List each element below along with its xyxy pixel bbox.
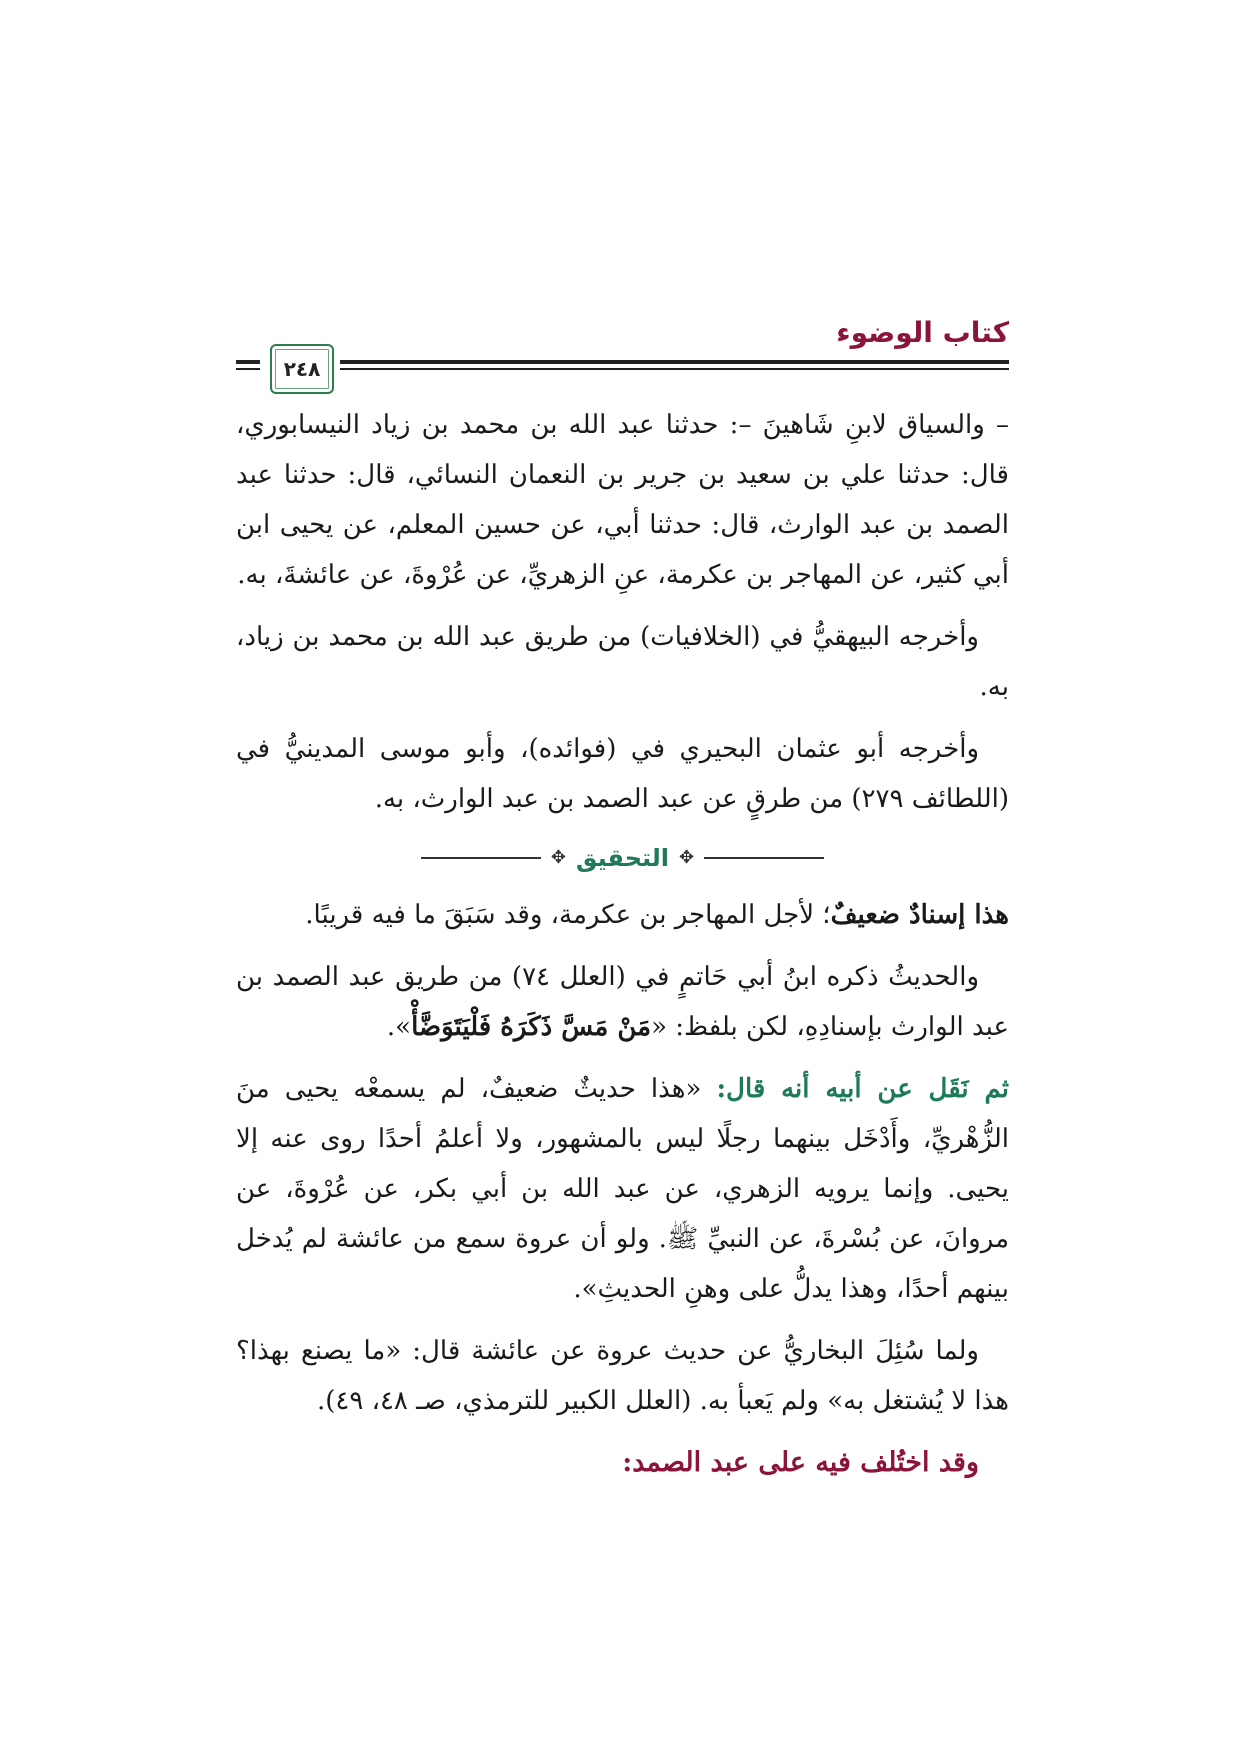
page-number: ٢٤٨	[283, 357, 321, 381]
paragraph-5	[236, 952, 1009, 1052]
divider-line-left	[421, 857, 541, 859]
page-header	[236, 316, 1009, 388]
subheading: وقد اختُلف فيه على عبد الصمد:	[622, 1447, 979, 1478]
paragraph-6-lead: ثم نَقَل عن أبيه أنه قال:	[716, 1074, 1009, 1104]
header-rule-thick	[236, 360, 1009, 364]
divider-line-right	[704, 857, 824, 859]
paragraph-3: وأخرجه أبو عثمان البحيري في (فوائده)، وأبو موسى المدينيُّ في (اللطائف ٢٧٩) من طرقٍ عن عبد الصمد بن عبد الوارث، به.	[236, 734, 1009, 814]
paragraph-5-text: والحديثُ ذكره ابنُ أبي حَاتمٍ في (العلل ٧٤) من طريق عبد الصمد بن عبد الوارث بإسنادِهِ، لكن بلفظ: «	[236, 962, 1009, 1042]
paragraph-5-end: ».	[386, 1012, 412, 1042]
page-body	[236, 400, 1009, 1500]
hadith-quote: مَنْ مَسَّ ذَكَرَهُ فَلْيَتَوَضَّأْ	[411, 1012, 652, 1042]
section-title: التحقيق	[575, 844, 670, 872]
section-divider	[236, 836, 1009, 880]
page-number-badge	[270, 344, 334, 394]
paragraph-7: ولما سُئِلَ البخاريُّ عن حديث عروة عن عائشة قال: «ما يصنع بهذا؟ هذا لا يُشتغل به» ولم يَعبأ به. (العلل الكبير للترمذي، صـ ٤٨، ٤٩).	[236, 1336, 1009, 1416]
paragraph-6	[236, 1064, 1009, 1314]
paragraph-1: – والسياق لابنِ شَاهينَ –: حدثنا عبد الله بن محمد بن زياد النيسابوري، قال: حدثنا علي بن سعيد بن جرير بن النعمان النسائي، قال: حدثنا عبد الصمد بن عبد الوارث، قال: حدثنا أبي، عن حسين المعلم، عن يحيى ابن أبي كثير، عن المهاجر بن عكرمة، عنِ الزهريِّ، عن عُرْوةَ، عن عائشةَ، به.	[236, 410, 1009, 590]
paragraph-2: وأخرجه البيهقيُّ في (الخلافيات) من طريق عبد الله بن محمد بن زياد، به.	[236, 622, 1009, 702]
paragraph-4	[236, 890, 1009, 940]
isnad-verdict: هذا إسنادٌ ضعيفٌ	[830, 900, 1009, 930]
ornament-icon: ✥	[679, 847, 695, 868]
paragraph-6-text: «هذا حديثٌ ضعيفٌ، لم يسمعْه يحيى منَ الزُّهْريِّ، وأَدْخَل بينهما رجلًا ليس بالمشهور، ولا أعلمُ أحدًا روى عنه إلا يحيى. وإنما يرويه الزهري، عن عبد الله بن أبي بكر، عن عُرْوةَ، عن مروانَ، عن بُسْرةَ، عن النبيِّ ﷺ. ولو أن عروة سمع من عائشة لم يُدخل بينهم أحدًا، وهذا يدلُّ على وهنِ الحديثِ».	[236, 1074, 1009, 1304]
header-rule-thin	[236, 368, 1009, 370]
book-title: كتاب الوضوء	[836, 316, 1009, 349]
ornament-icon: ✥	[550, 847, 566, 868]
paragraph-4-text: ؛ لأجل المهاجر بن عكرمة، وقد سَبَقَ ما فيه قريبًا.	[305, 900, 831, 930]
